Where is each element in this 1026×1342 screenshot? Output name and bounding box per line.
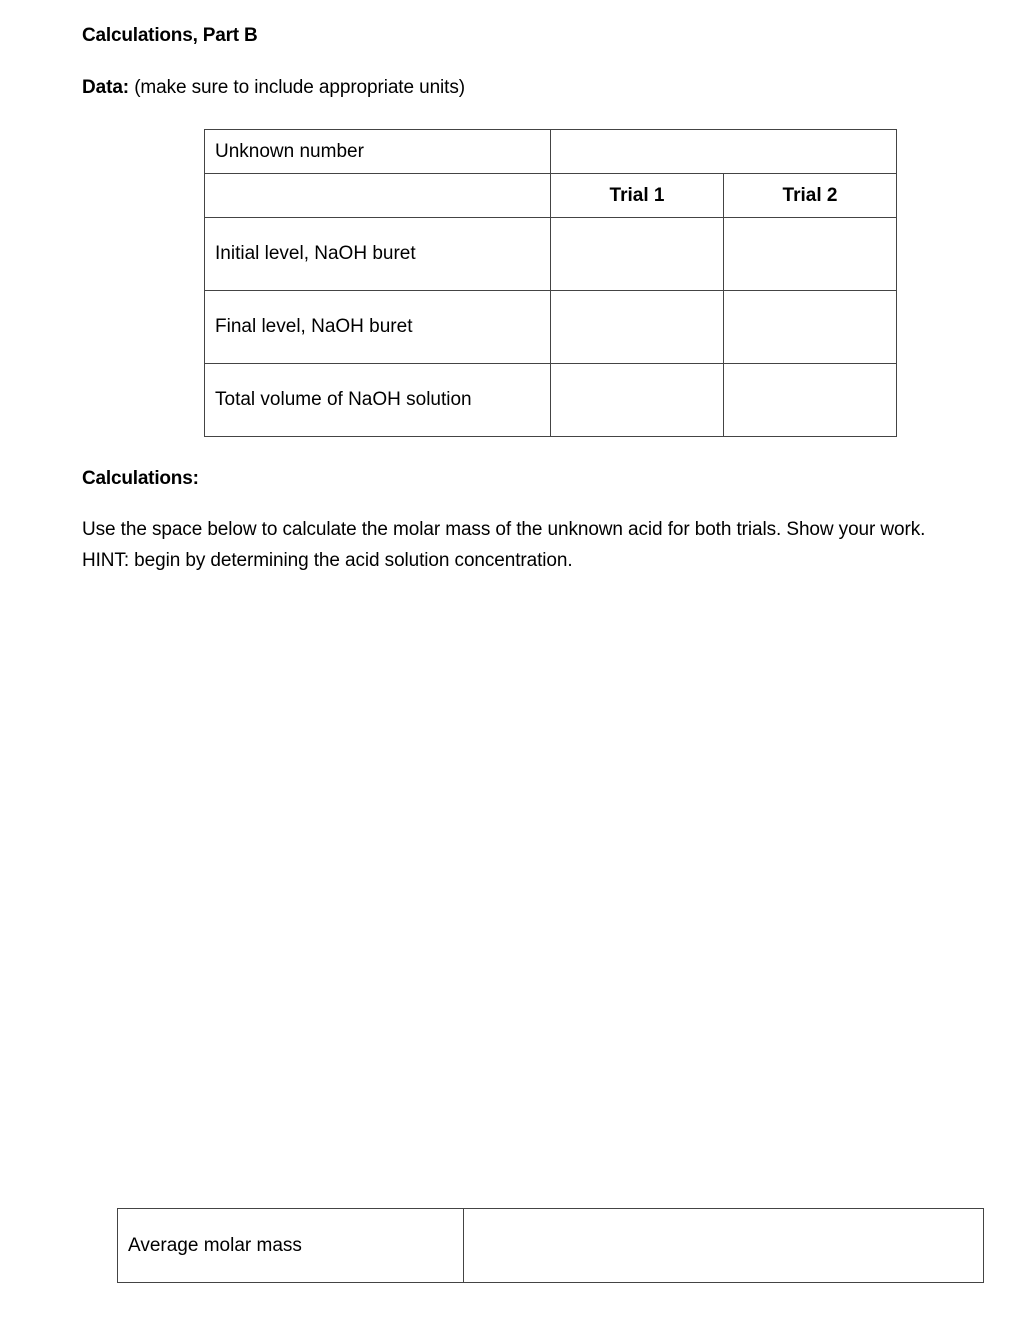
trial-1-header: Trial 1 [551,174,724,218]
average-molar-mass-cell[interactable] [464,1209,984,1283]
unknown-number-cell[interactable] [551,130,897,174]
average-molar-mass-label: Average molar mass [118,1209,464,1283]
total-volume-trial-2-cell[interactable] [724,364,897,437]
calculations-heading: Calculations: [82,468,199,489]
table-row [205,130,897,174]
table-row [118,1209,984,1283]
average-table [117,1208,984,1283]
total-volume-trial-1-cell[interactable] [551,364,724,437]
initial-level-label: Initial level, NaOH buret [205,218,551,291]
table-row [205,218,897,291]
table-row [205,291,897,364]
unknown-number-label: Unknown number [205,130,551,174]
initial-level-trial-1-cell[interactable] [551,218,724,291]
data-label: Data: [82,77,130,98]
page-title: Calculations, Part B [82,25,258,46]
instruction-line-1: Use the space below to calculate the molar mass of the unknown acid for both trials. Show your work. [82,519,926,540]
final-level-trial-2-cell[interactable] [724,291,897,364]
total-volume-label: Total volume of NaOH solution [205,364,551,437]
final-level-label: Final level, NaOH buret [205,291,551,364]
final-level-trial-1-cell[interactable] [551,291,724,364]
instruction-line-2: HINT: begin by determining the acid solution concentration. [82,550,573,571]
data-table [204,129,897,437]
data-intro [82,77,465,99]
header-empty-cell [205,174,551,218]
work-area[interactable] [82,590,992,1190]
trial-2-header: Trial 2 [724,174,897,218]
table-row [205,364,897,437]
data-note: (make sure to include appropriate units) [129,77,465,98]
initial-level-trial-2-cell[interactable] [724,218,897,291]
table-row [205,174,897,218]
